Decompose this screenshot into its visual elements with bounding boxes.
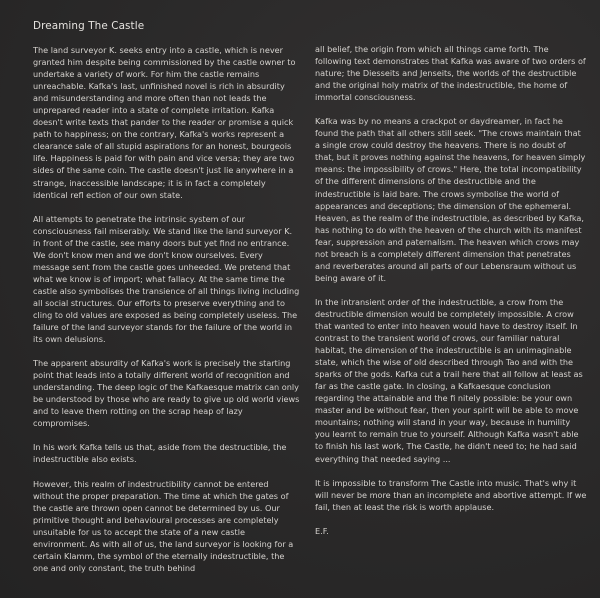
page-title: Dreaming The Castle bbox=[33, 20, 145, 32]
paragraph: Kafka was by no means a crackpot or daydreamer, in fact he found the path that all others still seek. "The crows maintain that a single crow could destroy the heavens. There is no doubt of that, but it proves nothing against the heavens, for heaven simply means: the impossibility of crows." Here, the total incompatibility of the different dimensions of the destructible and the indestructible is laid bare. The crows symbolise the world of appearances and deceptions; the dimension of the ephemeral. Heaven, as the realm of the indestructible, as described by Kafka, has nothing to do with the heaven of the church with its manifest fear, suppression and paternalism. The heaven which crows may not breach is a completely different dimension that penetrates and reverberates around all parts of our Lebensraum without us being aware of it. bbox=[315, 116, 586, 283]
signature: E.F. bbox=[315, 525, 329, 536]
paragraph: In the intransient order of the indestructible, a crow from the destructible dimension would be completely impossible. A crow that wanted to enter into heaven would have to destroy itself. In contrast to the transient world of crows, our familiar natural habitat, the dimension of the indestructible is an unimaginable state, which the wise of old described through Tao and with the sparks of the gods. Kafka cut a trail here that all follow at least as far as the castle gate. In closing, a Kafkaesque conclusion regarding the attainable and the fi nitely possible: be your own master and be without fear, then your spirit will be able to move mountains; nothing will stand in your way, because in humility you learnt to remain true to yourself. Although Kafka wasn't able to finish his last work, The Castle, he didn't need to; he had said everything that needed saying ... bbox=[315, 296, 583, 464]
left-column bbox=[33, 44, 301, 574]
paragraph: The apparent absurdity of Kafka's work is precisely the starting point that leads into a totally different world of recognition and understanding. The deep logic of the Kafkaesque matrix can only be understood by those who are ready to give up old world views and to leave them rotting on the scrap heap of lazy compromises. bbox=[33, 358, 300, 429]
paragraph: It is impossible to transform The Castle into music. That's why it will never be more than an incomplete and abortive attempt. If we fail, then at least the risk is worth applause. bbox=[315, 477, 587, 512]
paragraph: In his work Kafka tells us that, aside from the destructible, the indestructible also exists. bbox=[33, 442, 287, 465]
paragraph: However, this realm of indestructibility cannot be entered without the proper preparation. The time at which the gates of the castle are thrown open cannot be determined by us. Our primitive thought and behavioural processes are completely unsuitable for us to accept the state of a new castle environment. As with all of us, the land surveyor is looking for a certain Klamm, the symbol of the eternally indestructible, the one and only constant, the truth behind bbox=[33, 478, 294, 573]
paragraph: all belief, the origin from which all things came forth. The following text demonstrates that Kafka was aware of two orders of nature; the Diesseits and Jenseits, the worlds of the destructible and the original holy matrix of the indestructible, the home of immortal consciousness. bbox=[315, 44, 586, 103]
paragraph: The land surveyor K. seeks entry into a castle, which is never granted him despite being commissioned by the castle owner to undertake a variety of work. For him the castle remains unreachable. Kafka's last, unfinished novel is rich in absurdity and misunderstanding and more often than not leads the unprepared reader into a state of complete irritation. Kafka doesn't write texts that pander to the reader or promise a quick path to happiness; on the contrary, Kafka's works represent a clearance sale of all stupid aspirations for an honest, bourgeois life. Happiness is paid for with pain and vice versa; they are two sides of the same coin. The castle doesn't just lie anywhere in a strange, inaccessible landscape; it is in fact a completely identical refl ection of our own state. bbox=[33, 45, 296, 200]
right-column bbox=[315, 43, 587, 537]
paragraph: All attempts to penetrate the intrinsic system of our consciousness fail miserably. We stand like the land surveyor K. in front of the castle, see many doors but yet find no entrance. We don't know men and we don't know ourselves. Every message sent from the castle goes unheeded. We pretend that what we know is of import; what fallacy. At the same time the castle also symbolises the transience of all things living including all social structures. Our efforts to preserve everything and to cling to old values are exposed as being completely useless. The failure of the land surveyor stands for the failure of the world in its own delusions. bbox=[33, 213, 300, 345]
